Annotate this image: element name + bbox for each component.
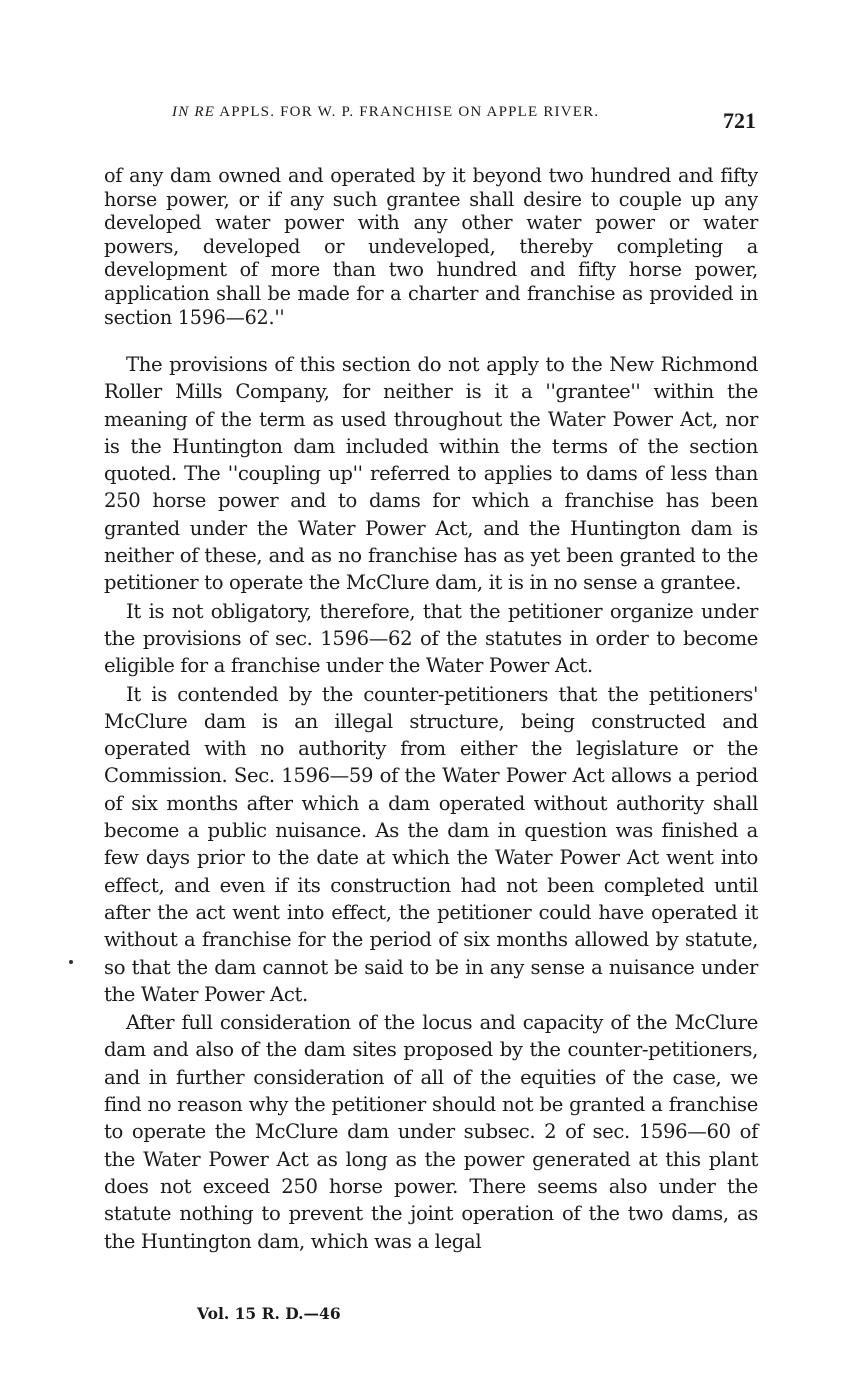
paragraph: It is not obligatory, therefore, that the petitioner organize under the provisions of sec. 1596—62 of the statutes in order to become eligible for a franchise under the Water Power Act. xyxy=(104,599,758,678)
scan-speck xyxy=(69,960,73,964)
paragraph: It is contended by the counter-petitioners that the petitioners' McClure dam is an illegal structure, being constructed and operated with no authority from either the legislature or the Commission. Sec. 1596—59 of the Water Power Act allows a period of six months after which a dam operated without authority shall become a public nuisance. As the dam in question was finished a few days prior to the date at which the Water Power Act went into effect, and even if its construction had not been completed until after the act went into effect, the petitioner could have operated it without a franchise for the period of six months allowed by statute, so that the dam cannot be said to be in any sense a nuisance under the Water Power Act. xyxy=(104,682,758,1006)
page-number: 721 xyxy=(723,108,756,133)
running-head-title: APPLS. FOR W. P. FRANCHISE ON APPLE RIVER. xyxy=(219,104,600,120)
paragraph: After full consideration of the locus and capacity of the McClure dam and also of the dam sites proposed by the counter-petitioners, and in further consideration of all of the equities of the case, we find no reason why the petitioner should not be granted a franchise to operate the McClure dam under subsec. 2 of sec. 1596—60 of the Water Power Act as long as the power generated at this plant does not exceed 250 horse power. There seems also under the statute nothing to prevent the joint operation of the two dams, as the Huntington dam, which was a legal xyxy=(104,1011,758,1253)
paragraph: The provisions of this section do not apply to the New Richmond Roller Mills Company, for neither is it a ''grantee'' within the meaning of the term as used throughout the Water Power Act, nor is the Huntington dam included within the terms of the section quoted. The ''coupling up'' referred to applies to dams of less than 250 horse power and to dams for which a franchise has been granted under the Water Power Act, and the Huntington dam is neither of these, and as no franchise has as yet been granted to the petitioner to operate the McClure dam, it is in no sense a grantee. xyxy=(104,353,758,595)
running-head-italic: IN RE xyxy=(172,104,216,120)
running-head xyxy=(172,104,722,121)
quoted-statute-text: of any dam owned and operated by it beyond two hundred and fifty horse power, or if any such grantee shall desire to couple up any developed water power with any other water power or water powers, developed or undeveloped, thereby completing a development of more than two hundred and fifty horse power, application shall be made for a charter and franchise as provided in section 1596—62.'' xyxy=(104,164,758,329)
body-text xyxy=(104,351,758,1255)
signature-mark: Vol. 15 R. D.—46 xyxy=(197,1304,341,1323)
